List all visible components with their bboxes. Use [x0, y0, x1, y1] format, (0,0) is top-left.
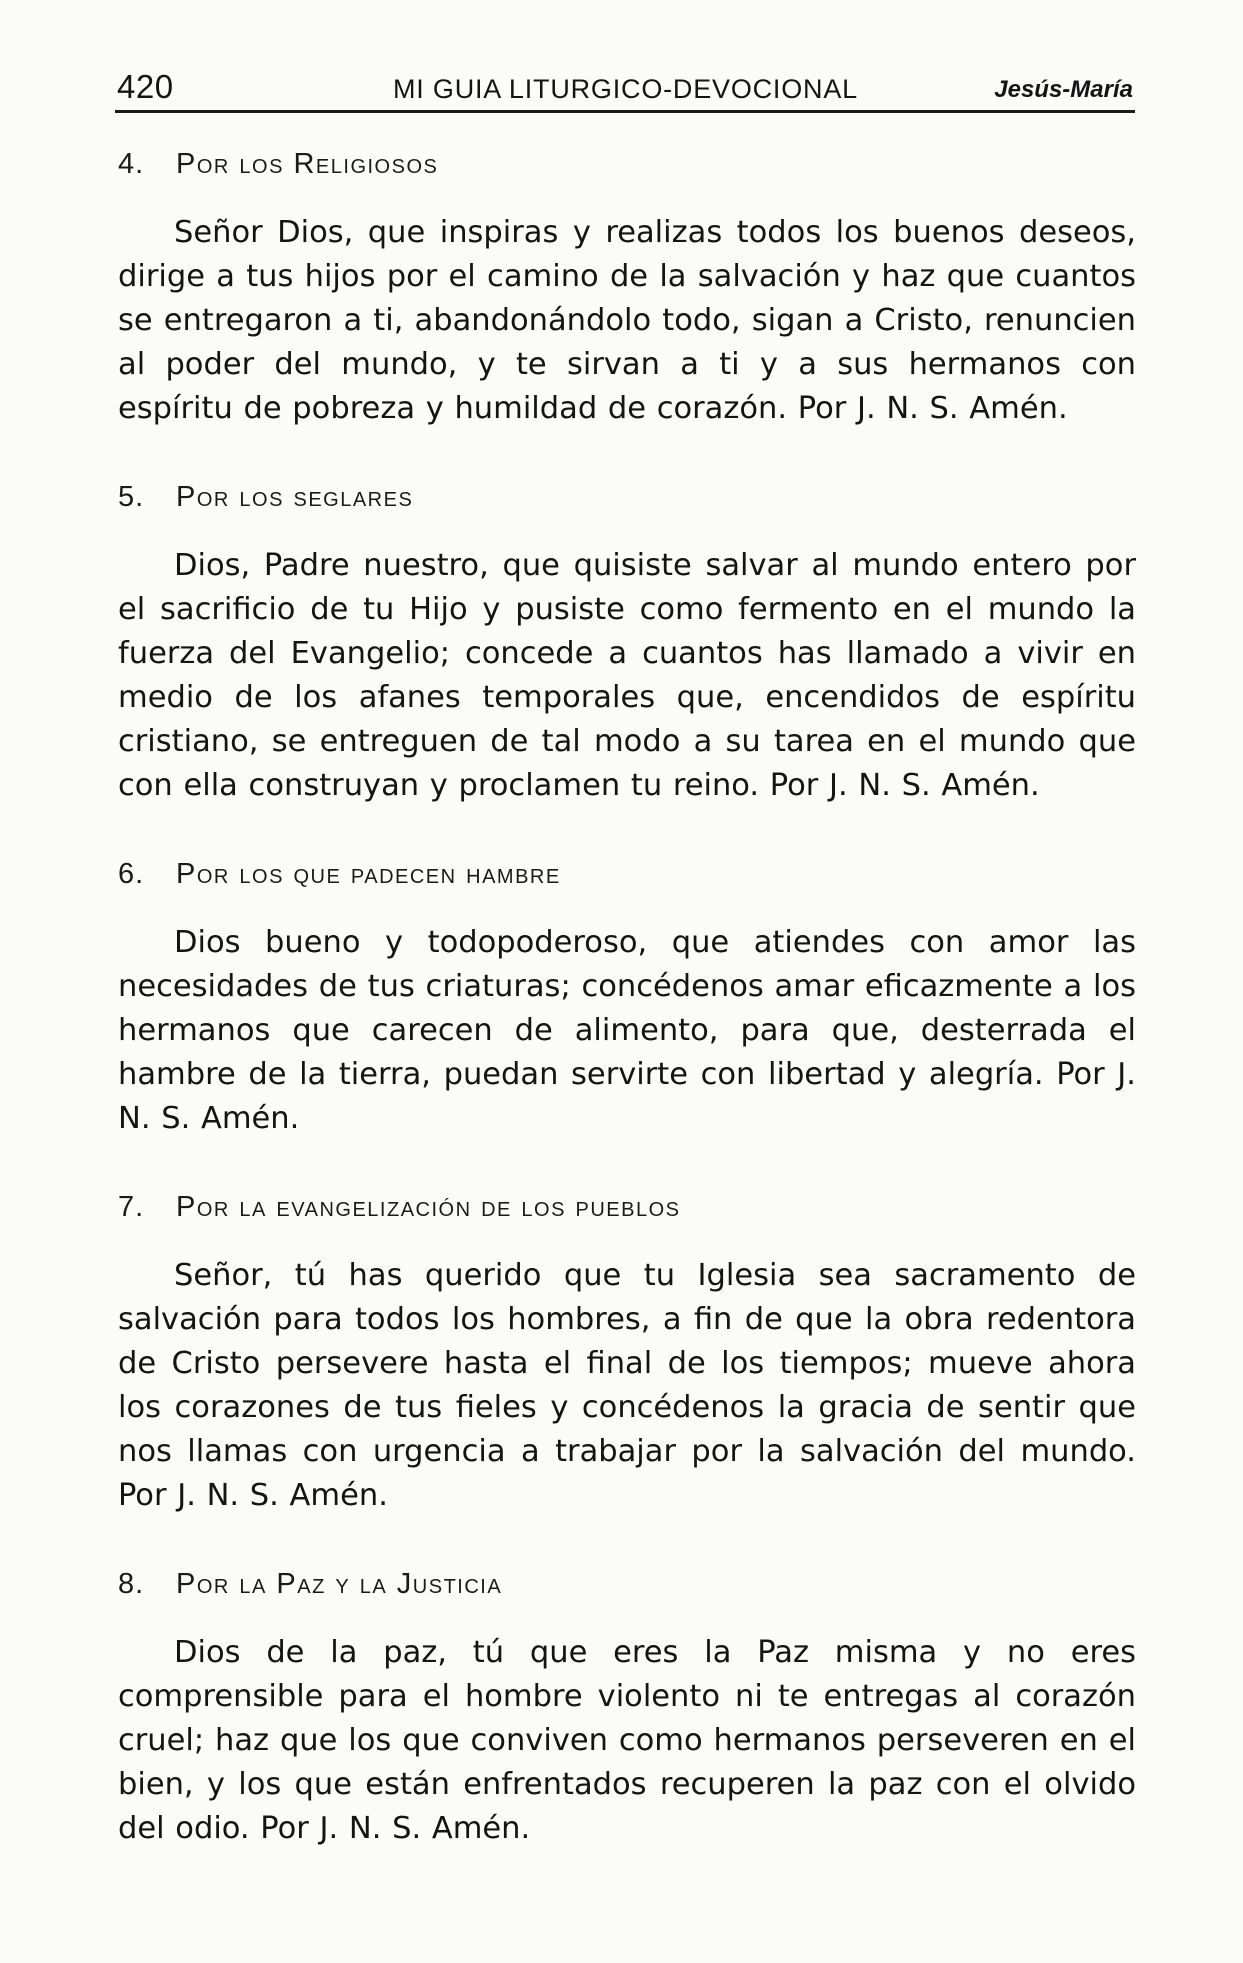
- prayer-list: [118, 148, 1136, 1901]
- section-heading: [118, 858, 1136, 891]
- section-heading: [118, 1568, 1136, 1601]
- section-title: Por los que padecen hambre: [176, 858, 561, 890]
- prayer-text: Señor Dios, que inspiras y realizas todos los buenos deseos, dirige a tus hijos por el camino de la salvación y haz que cuantos se entregaron a ti, abandonándolo todo, sigan a Cristo, renuncien al poder del mundo, y te sirvan a ti y a sus hermanos con espíritu de pobreza y humildad de corazón. Por J. N. S. Amén.: [118, 215, 1136, 426]
- section-number: 7.: [118, 1191, 145, 1223]
- page-number: 420: [117, 68, 174, 105]
- prayer-section-7: [118, 1191, 1136, 1518]
- section-number: 6.: [118, 858, 145, 890]
- prayer-text: Señor, tú has querido que tu Iglesia sea sacramento de salvación para todos los hombres, a fin de que la obra redentora de Cristo persevere hasta el final de los tiempos; mueve ahora los corazones de tus fieles y concédenos la gracia de sentir que nos llamas con urgencia a trabajar por la salvación del mundo. Por J. N. S. Amén.: [118, 1258, 1136, 1513]
- page-header: [115, 64, 1135, 113]
- section-title: Por los seglares: [176, 481, 414, 513]
- section-title: Por la Paz y la Justicia: [176, 1568, 503, 1600]
- prayer-section-8: [118, 1568, 1136, 1851]
- running-title: MI GUIA LITURGICO-DEVOCIONAL: [393, 74, 858, 104]
- prayer-text: Dios bueno y todopoderoso, que atiendes con amor las necesidades de tus criaturas; concédenos amar eficazmente a los hermanos que carecen de alimento, para que, desterrada el hambre de la tierra, puedan servirte con libertad y alegría. Por J. N. S. Amén.: [118, 925, 1136, 1136]
- section-title: Por la evangelización de los pueblos: [176, 1191, 681, 1223]
- section-heading: [118, 481, 1136, 514]
- section-number: 4.: [118, 148, 145, 180]
- prayer-section-4: [118, 148, 1136, 431]
- section-number: 5.: [118, 481, 145, 513]
- running-author: Jesús-María: [994, 76, 1133, 103]
- section-heading: [118, 1191, 1136, 1224]
- prayer-section-6: [118, 858, 1136, 1141]
- section-number: 8.: [118, 1568, 145, 1600]
- section-title: Por los Religiosos: [176, 148, 439, 180]
- prayer-section-5: [118, 481, 1136, 808]
- prayer-text: Dios, Padre nuestro, que quisiste salvar al mundo entero por el sacrificio de tu Hijo y pusiste como fermento en el mundo la fuerza del Evangelio; concede a cuantos has llamado a vivir en medio de los afanes temporales que, encendidos de espíritu cristiano, se entreguen de tal modo a su tarea en el mundo que con ella construyan y proclamen tu reino. Por J. N. S. Amén.: [118, 548, 1136, 803]
- prayer-text: Dios de la paz, tú que eres la Paz misma y no eres comprensible para el hombre violento ni te entregas al corazón cruel; haz que los que conviven como hermanos perseveren en el bien, y los que están enfrentados recuperen la paz con el olvido del odio. Por J. N. S. Amén.: [118, 1635, 1136, 1846]
- section-heading: [118, 148, 1136, 181]
